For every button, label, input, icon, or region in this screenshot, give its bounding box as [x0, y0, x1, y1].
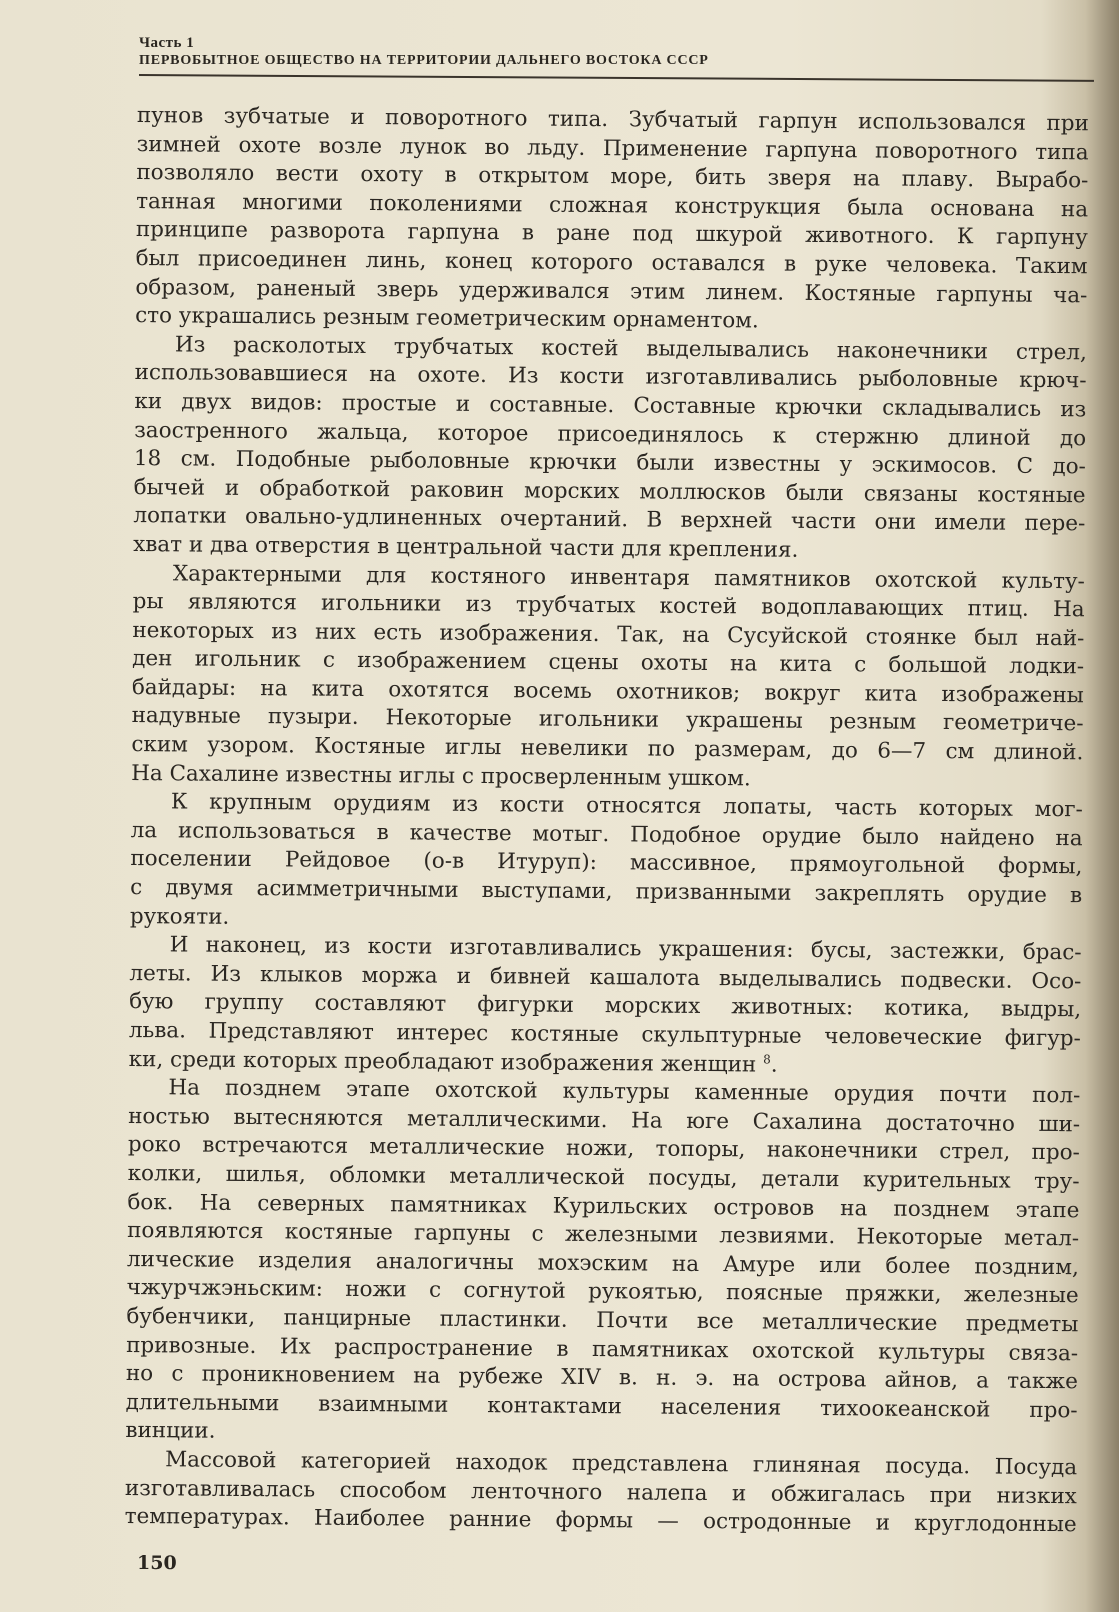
text-line: зимней охоте возле лунок во льду. Применение гарпуна поворотного типа	[136, 131, 1089, 165]
section-title: ПЕРВОБЫТНОЕ ОБЩЕСТВО НА ТЕРРИТОРИИ ДАЛЬНЕГО ВОСТОКА СССР	[139, 53, 709, 68]
text-line: Из расколотых трубчатых костей выделывались наконечники стрел,	[174, 332, 1087, 366]
text-line: роко встречаются металлические ножи, топоры, наконечники стрел, про-	[127, 1132, 1080, 1166]
text-line: температурах. Наиболее ранние формы — остродонные и круглодонные	[124, 1504, 1077, 1538]
text-line: пунов зубчатые и поворотного типа. Зубчатый гарпун использовался при	[136, 102, 1089, 137]
text-line: танная многими поколениями сложная конструкция была основана на	[136, 188, 1089, 223]
text-line: ры являются игольники из трубчатых костей водоплавающих птиц. На	[132, 589, 1085, 623]
text-line: И наконец, из кости изготавливались украшения: бусы, застежки, брас-	[169, 932, 1082, 966]
text-line: байдары: на кита охотятся восемь охотников; вокруг кита изображены	[131, 674, 1084, 709]
text-line: На Сахалине известны иглы с просверленным ушком.	[131, 760, 751, 792]
text-line: появляются костяные гарпуны с железными лезвиями. Некоторые метал-	[127, 1218, 1080, 1252]
text-line: позволяло вести охоту в открытом море, бить зверя на плаву. Вырабо-	[136, 160, 1089, 194]
text-line: использовавшиеся на охоте. Из кости изготавливались рыболовные крюч-	[134, 360, 1087, 394]
footnote-suffix: .	[770, 1052, 778, 1078]
body-text	[125, 102, 1089, 1540]
text-line: некоторых из них есть изображения. Так, на Сусуйской стоянке был най-	[132, 617, 1085, 651]
page-number: 150	[137, 1552, 177, 1574]
text-line: изготавливалась способом ленточного налепа и обжигалась при низких	[124, 1475, 1077, 1509]
running-header	[139, 35, 1089, 69]
text-line: был присоединен линь, конец которого оставался в руке человека. Таким	[135, 245, 1088, 280]
text-line: с двумя асимметричными выступами, призванными закреплять орудие в	[130, 875, 1083, 909]
text-line: ским узором. Костяные иглы невелики по размерам, до 6—7 см длиной.	[131, 732, 1084, 766]
text-line: 18 см. Подобные рыболовные крючки были известны у эскимосов. С до-	[133, 446, 1086, 480]
text-line: надувные пузыри. Некоторые игольники украшены резным геометриче-	[131, 703, 1084, 737]
text-line: ностью вытесняются металлическими. На юге Сахалина достаточно ши-	[128, 1103, 1081, 1138]
text-line: колки, шилья, обломки металлической посуды, детали курительных тру-	[127, 1160, 1080, 1195]
text-line: ден игольник с изображением сцены охоты на кита с большой лодки-	[132, 646, 1085, 680]
text-line: леты. Из клыков моржа и бивней кашалота выделывались подвески. Осо-	[129, 960, 1082, 995]
text-line: ки двух видов: простые и составные. Составные крючки складывались из	[134, 388, 1087, 423]
text-line: лические изделия аналогичны мохэским на Амуре или более поздним,	[126, 1246, 1079, 1281]
text-line: заостренного жальца, которое присоединялось к стержню длиной до	[134, 417, 1087, 451]
text-line: Массовой категорией находок представлена глиняная посуда. Посуда	[165, 1447, 1078, 1481]
text-line: бую группу составляют фигурки морских животных: котика, выдры,	[129, 989, 1082, 1023]
text-line: хват и два отверстия в центральной части для крепления.	[133, 531, 799, 563]
text-line-content: ки, среди которых преобладают изображения женщин	[128, 1046, 757, 1078]
text-line: винции.	[125, 1418, 216, 1445]
text-line: длительными взаимными контактами населения тихоокеанской про-	[125, 1389, 1078, 1423]
text-line: принципе разворота гарпуна в ране под шкурой животного. К гарпуну	[135, 217, 1088, 251]
text-line: бок. На северных памятниках Курильских островов на позднем этапе	[127, 1189, 1080, 1223]
text-line: сто украшались резным геометрическим орнаментом.	[135, 303, 759, 334]
text-line: поселении Рейдовое (о-в Итуруп): массивное, прямоугольной формы,	[130, 846, 1083, 880]
text-line: привозные. Их распространение в памятниках охотской культуры связа-	[126, 1332, 1079, 1366]
text-line: ла использоваться в качестве мотыг. Подобное орудие было найдено на	[130, 817, 1083, 852]
footnote-reference[interactable]: 8	[763, 1051, 771, 1067]
text-line: бычей и обработкой раковин морских моллюсков были связаны костяные	[133, 474, 1086, 509]
text-line: чжурчжэньским: ножи с согнутой рукоятью, поясные пряжки, железные	[126, 1275, 1079, 1309]
text-line: К крупным орудиям из кости относятся лопаты, часть которых мог-	[170, 789, 1083, 823]
text-line: рукояти.	[129, 903, 230, 930]
text-line: бубенчики, панцирные пластинки. Почти все металлические предметы	[126, 1303, 1079, 1338]
header-rule	[139, 74, 1094, 82]
part-label: Часть 1	[139, 35, 195, 51]
text-line: образом, раненый зверь удерживался этим линем. Костяные гарпуны ча-	[135, 274, 1088, 308]
text-line: лопатки овально-удлиненных очертаний. В верхней части они имели пере-	[133, 503, 1086, 537]
text-line: но с проникновением на рубеже XIV в. н. э. на острова айнов, а также	[125, 1361, 1078, 1395]
text-line: Характерными для костяного инвентаря памятников охотской культу-	[172, 560, 1085, 594]
text-line: На позднем этапе охотской культуры каменные орудия почти пол-	[168, 1075, 1081, 1109]
text-line: льва. Представляют интерес костяные скульптурные человеческие фигур-	[128, 1017, 1081, 1052]
